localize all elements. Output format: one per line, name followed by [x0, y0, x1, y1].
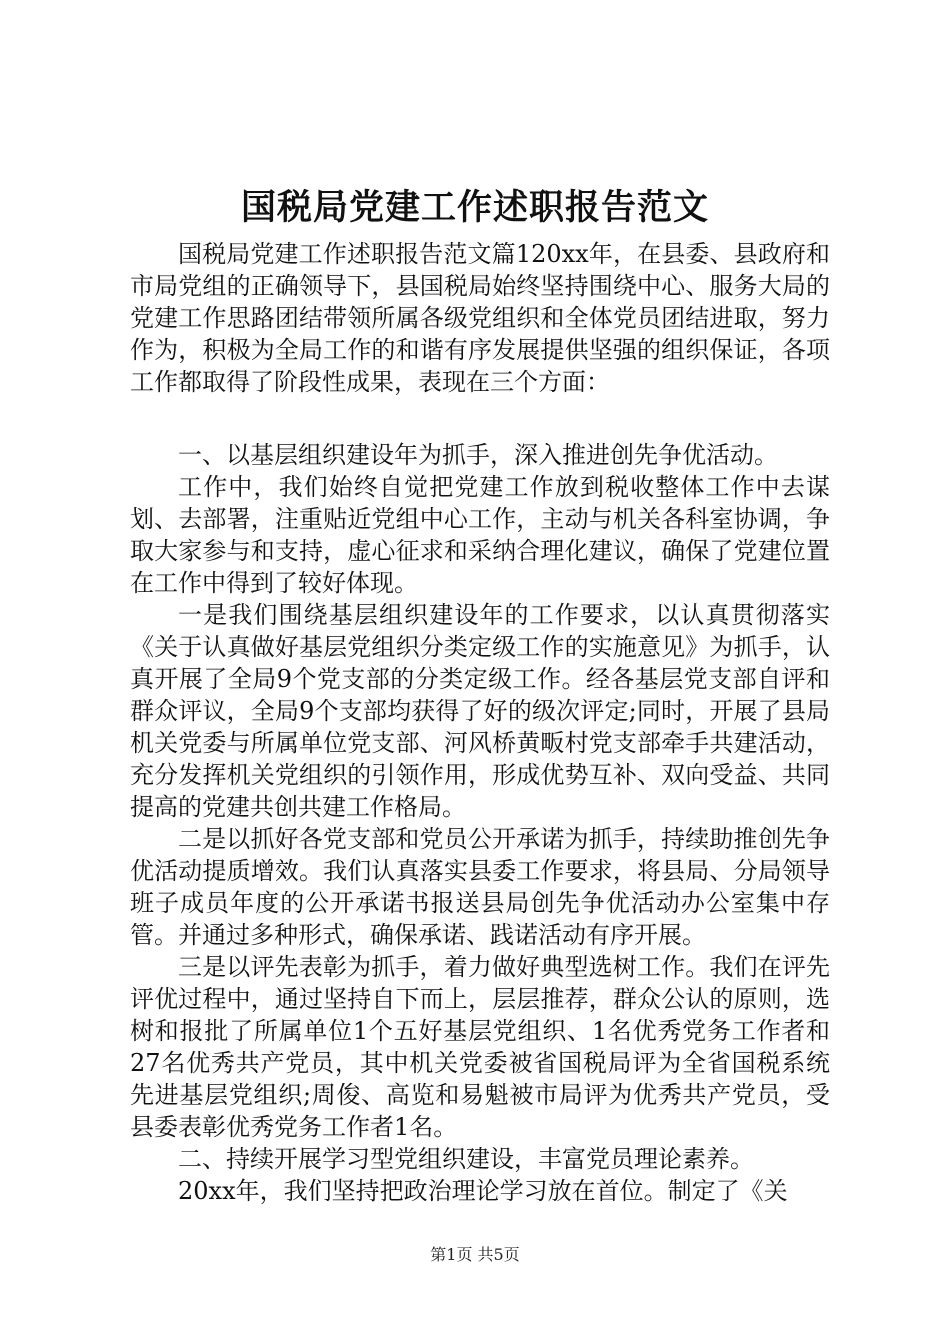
body-paragraph: 三是以评先表彰为抓手，着力做好典型选树工作。我们在评先评优过程中，通过坚持自下而上，层层推荐，群众公认的原则，选树和报批了所属单位1个五好基层党组织、1名优秀党务工作者和27名优秀共产党员，其中机关党委被省国税局评为全省国税系统先进基层党组织;周俊、高览和易魁被市局评为优秀共产党员，受县委表彰优秀党务工作者1名。: [130, 953, 830, 1141]
section-heading-1: 一、以基层组织建设年为抓手，深入推进创先争优活动。: [178, 441, 778, 469]
body-paragraph: 二是以抓好各党支部和党员公开承诺为抓手，持续助推创先争优活动提质增效。我们认真落实县委工作要求，将县局、分局领导班子成员年度的公开承诺书报送县局创先争优活动办公室集中存管。并通过多种形式，确保承诺、践诺活动有序开展。: [130, 825, 830, 949]
paragraph-spacer: [130, 398, 830, 439]
intro-paragraph: 国税局党建工作述职报告范文篇120xx年，在县委、县政府和市局党组的正确领导下，县国税局始终坚持围绕中心、服务大局的党建工作思路团结带领所属各级党组织和全体党员团结进取，努力作为，积极为全局工作的和谐有序发展提供坚强的组织保证，各项工作都取得了阶段性成果，表现在三个方面：: [130, 240, 830, 396]
body-paragraph: 一是我们围绕基层组织建设年的工作要求，以认真贯彻落实《关于认真做好基层党组织分类定级工作的实施意见》为抓手，认真开展了全局9个党支部的分类定级工作。经各基层党支部自评和群众评议，全局9个支部均获得了好的级次评定;同时，开展了县局机关党委与所属单位党支部、河风桥黄畈村党支部牵手共建活动，充分发挥机关党组织的引领作用，形成优势互补、双向受益、共同提高的党建共创共建工作格局。: [130, 601, 830, 821]
body-paragraph: 工作中，我们始终自觉把党建工作放到税收整体工作中去谋划、去部署，注重贴近党组中心工作，主动与机关各科室协调，争取大家参与和支持，虚心征求和采纳合理化建议，确保了党建位置在工作中得到了较好体现。: [130, 473, 830, 597]
page-number-footer: 第1页 共5页: [430, 1245, 520, 1264]
section-heading-2: 二、持续开展学习型党组织建设，丰富党员理论素养。: [178, 1145, 754, 1173]
document-title: 国税局党建工作述职报告范文: [240, 187, 709, 228]
body-paragraph: 20xx年，我们坚持把政治理论学习放在首位。制定了《关: [178, 1177, 788, 1205]
document-body: [130, 238, 830, 1207]
